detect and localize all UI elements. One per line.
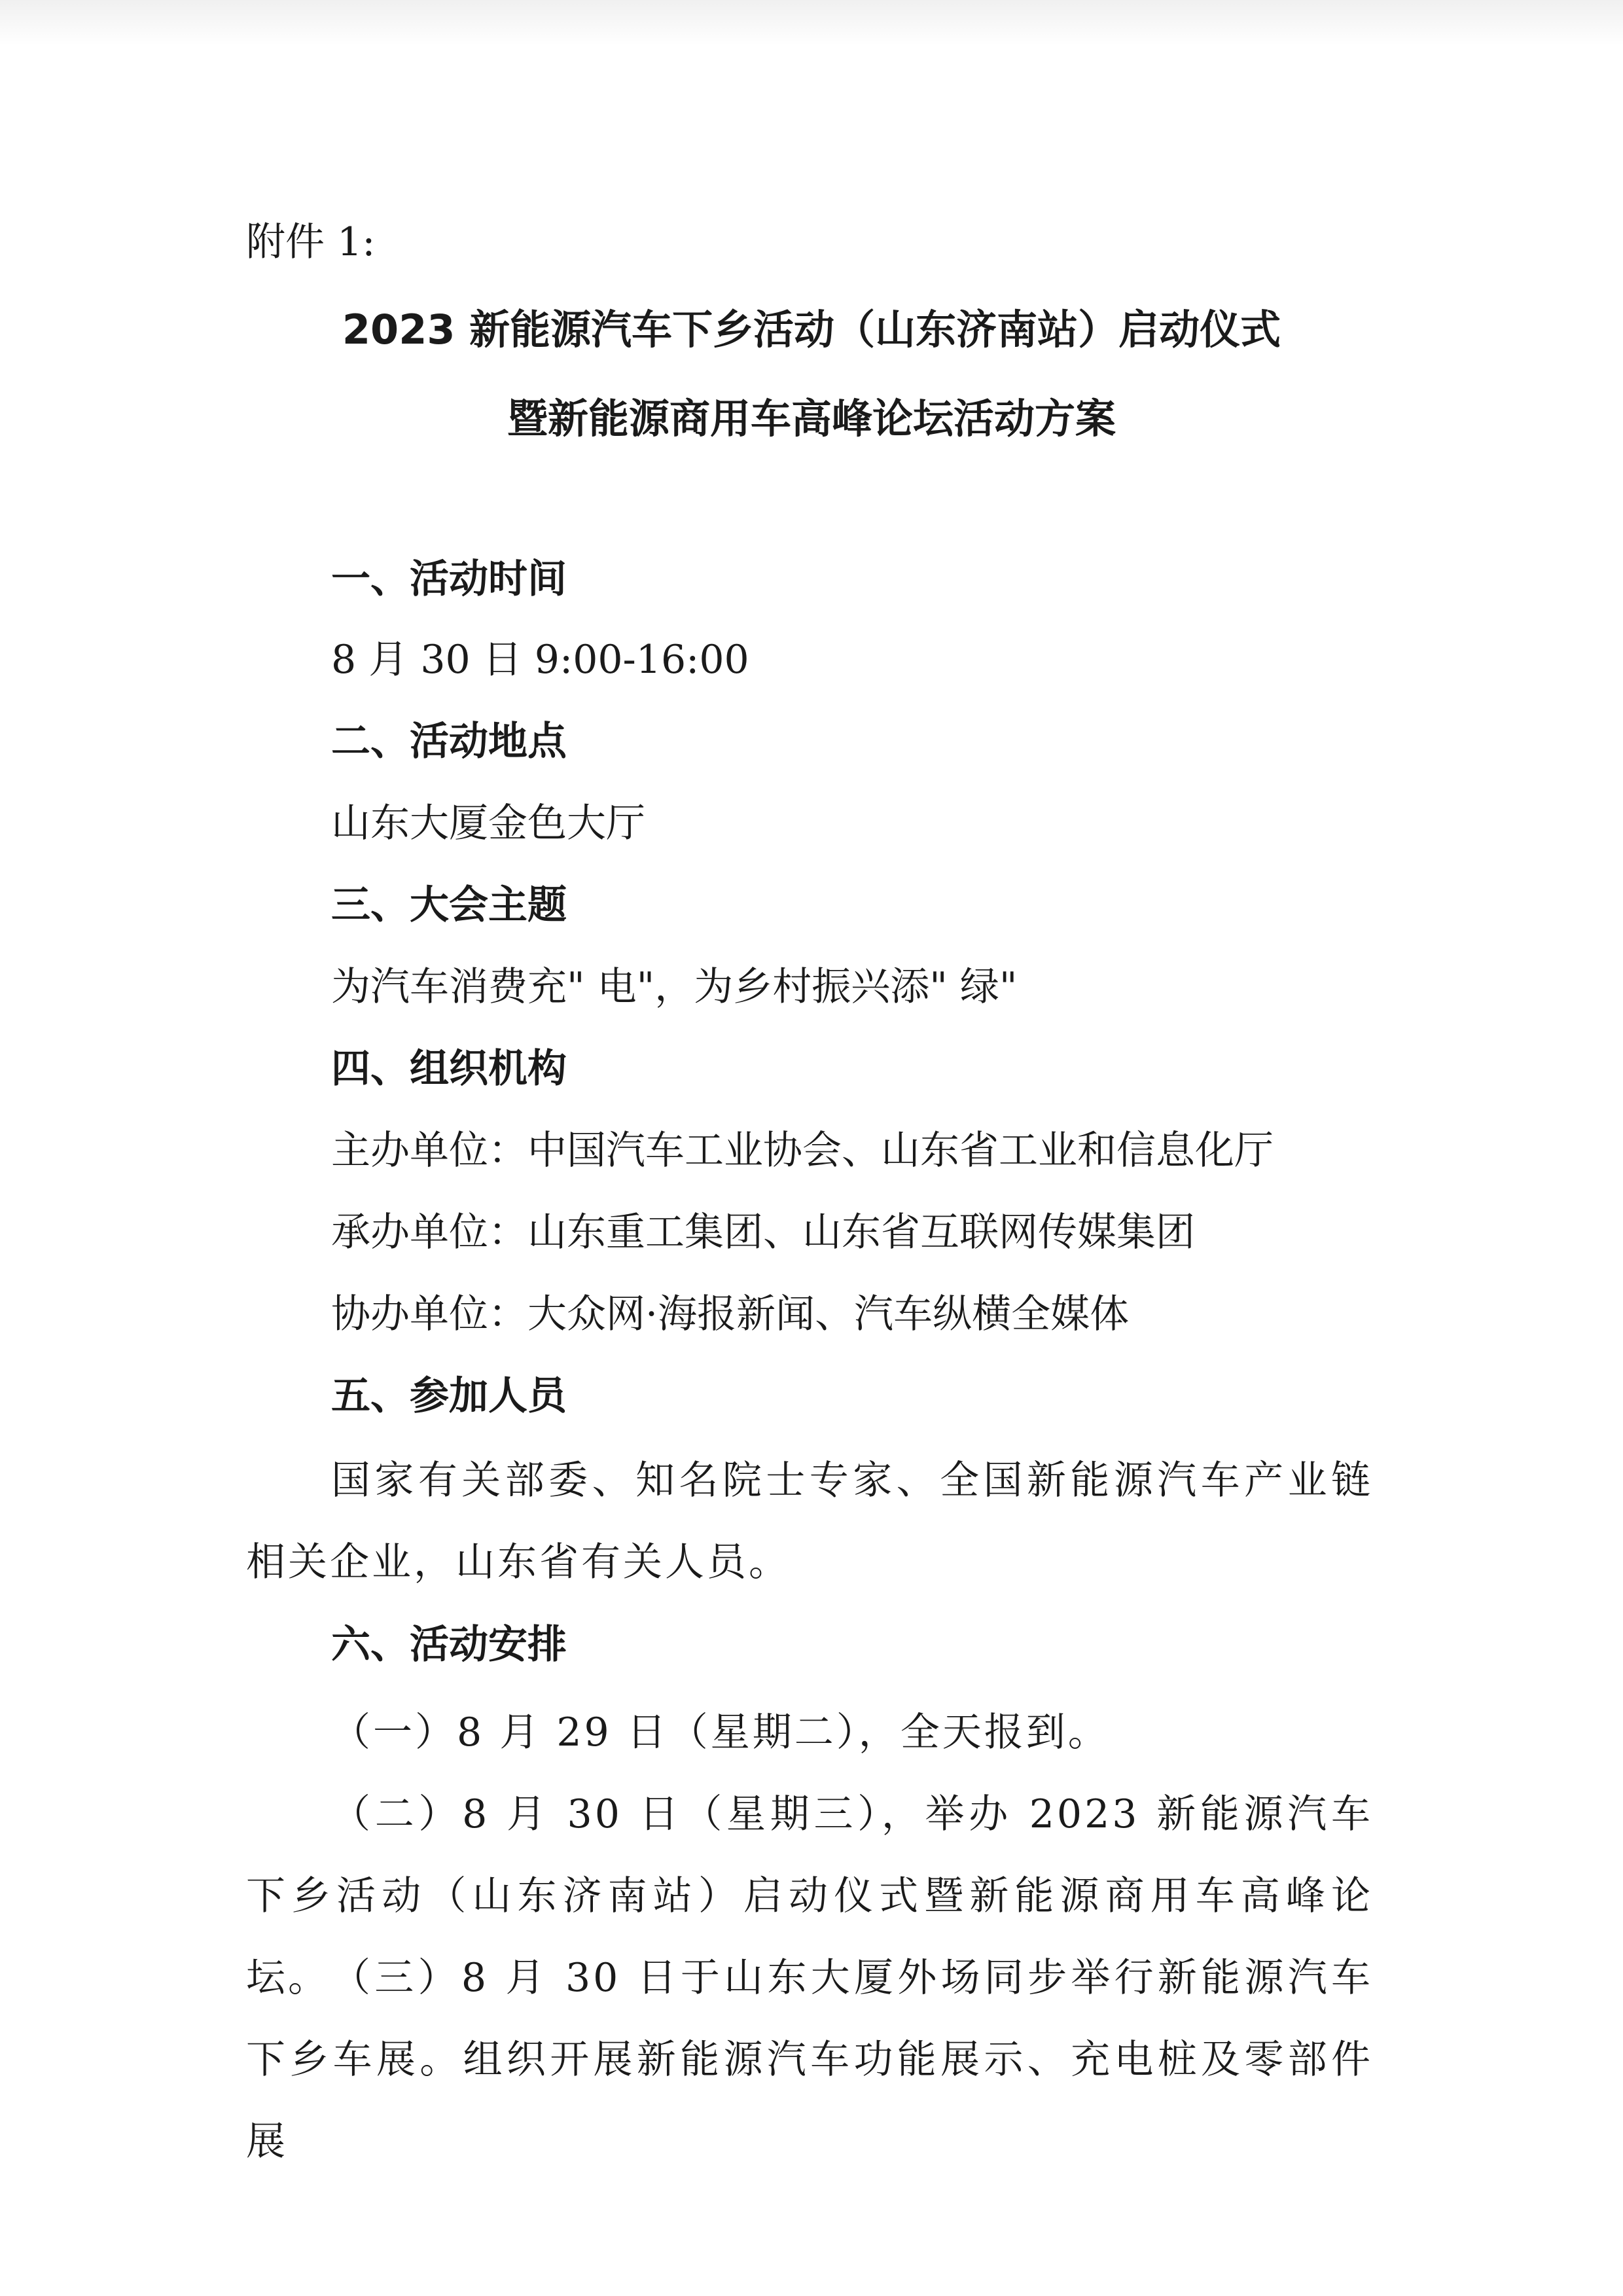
section-heading-participants: 五、参加人员 bbox=[331, 1373, 567, 1419]
document-title-line-1: 2023 新能源汽车下乡活动（山东济南站）启动仪式 bbox=[342, 306, 1281, 353]
organizer-units: 承办单位：山东重工集团、山东省互联网传媒集团 bbox=[331, 1210, 1195, 1255]
activity-time: 8 月 30 日 9:00-16:00 bbox=[331, 637, 749, 683]
participants-paragraph: 国家有关部委、知名院士专家、全国新能源汽车产业链相关企业，山东省有关人员。 bbox=[246, 1458, 1373, 1585]
section-heading-organization: 四、组织机构 bbox=[331, 1046, 567, 1092]
schedule-item-2: （二）8 月 30 日（星期三），举办 2023 新能源汽车下乡活动（山东济南站）启动仪式暨新能源商用车高峰论坛。 bbox=[246, 1791, 1373, 2001]
section-heading-theme: 三、大会主题 bbox=[331, 882, 567, 928]
attachment-label: 附件 1: bbox=[246, 219, 376, 265]
scan-shadow bbox=[0, 0, 1623, 46]
section-heading-time: 一、活动时间 bbox=[331, 556, 567, 602]
document-title-line-2: 暨新能源商用车高峰论坛活动方案 bbox=[507, 395, 1116, 442]
host-units: 主办单位：中国汽车工业协会、山东省工业和信息化厅 bbox=[331, 1128, 1274, 1174]
section-heading-location: 二、活动地点 bbox=[331, 719, 567, 764]
co-organizer-units: 协办单位：大众网·海报新闻、汽车纵横全媒体 bbox=[331, 1291, 1130, 1337]
schedule-item-3: （三）8 月 30 日于山东大厦外场同步举行新能源汽车下乡车展。组织开展新能源汽车功能展示、充电桩及零部件展 bbox=[246, 1955, 1373, 2164]
section-heading-schedule: 六、活动安排 bbox=[331, 1622, 567, 1668]
schedule-item-1: （一）8 月 29 日（星期二），全天报到。 bbox=[331, 1710, 1110, 1755]
activity-location: 山东大厦金色大厅 bbox=[331, 800, 645, 846]
conference-theme: 为汽车消费充" 电"，为乡村振兴添" 绿" bbox=[331, 964, 1018, 1010]
